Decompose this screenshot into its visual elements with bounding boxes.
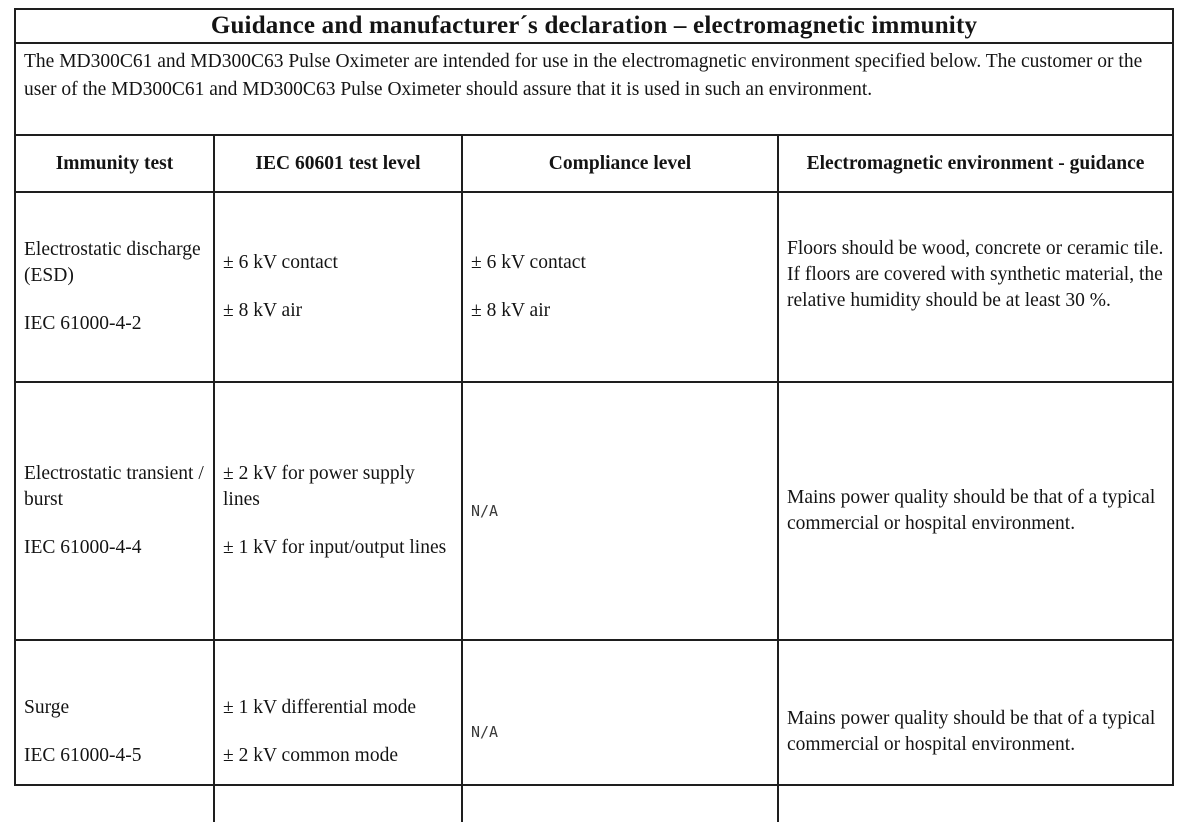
compliance-cell	[462, 640, 778, 822]
intro-paragraph: The MD300C61 and MD300C63 Pulse Oximeter are intended for use in the electromagnetic environment specified below. The customer or the user of the MD300C61 and MD300C63 Pulse Oximeter should assure that it is used in such an environment.	[16, 44, 1172, 136]
immunity-table	[16, 136, 1172, 822]
test-cell	[16, 640, 214, 822]
test-cell	[16, 382, 214, 640]
test-standard: IEC 61000-4-2	[24, 313, 142, 334]
guidance-cell: Mains power quality should be that of a typical commercial or hospital environment.	[778, 640, 1172, 822]
iec-level-cell	[214, 640, 462, 822]
iec-level-cell	[214, 382, 462, 640]
iec-level-line: ± 1 kV differential mode	[223, 696, 417, 718]
header-guidance: Electromagnetic environment - guidance	[778, 136, 1172, 192]
iec-level-line: ± 8 kV air	[223, 300, 303, 321]
test-standard: IEC 61000-4-5	[24, 744, 142, 766]
test-name: Electrostatic discharge (ESD)	[24, 239, 201, 286]
iec-level-line: ± 1 kV for input/output lines	[223, 537, 447, 558]
table-row	[16, 192, 1172, 382]
iec-level-line: ± 2 kV for power supply lines	[223, 463, 415, 510]
compliance-cell	[462, 192, 778, 382]
header-iec-test-level: IEC 60601 test level	[214, 136, 462, 192]
table-row	[16, 382, 1172, 640]
compliance-line: ± 6 kV contact	[471, 252, 586, 273]
test-name: Electrostatic transient / burst	[24, 463, 204, 510]
guidance-cell: Floors should be wood, concrete or ceramic tile. If floors are covered with synthetic material, the relative humidity should be at least 30 %.	[778, 192, 1172, 382]
compliance-line: N/A	[471, 722, 499, 741]
test-name: Surge	[24, 696, 70, 718]
test-standard: IEC 61000-4-4	[24, 537, 142, 558]
table-row	[16, 640, 1172, 822]
guidance-cell: Mains power quality should be that of a typical commercial or hospital environment.	[778, 382, 1172, 640]
document-title: Guidance and manufacturer´s declaration – electromagnetic immunity	[16, 10, 1172, 44]
declaration-document	[14, 8, 1174, 786]
header-compliance-level: Compliance level	[462, 136, 778, 192]
table-header-row	[16, 136, 1172, 192]
compliance-line: ± 8 kV air	[471, 300, 551, 321]
iec-level-line: ± 6 kV contact	[223, 252, 338, 273]
header-immunity-test: Immunity test	[16, 136, 214, 192]
iec-level-line: ± 2 kV common mode	[223, 744, 398, 766]
iec-level-cell	[214, 192, 462, 382]
compliance-cell	[462, 382, 778, 640]
test-cell	[16, 192, 214, 382]
compliance-line: N/A	[471, 502, 499, 520]
